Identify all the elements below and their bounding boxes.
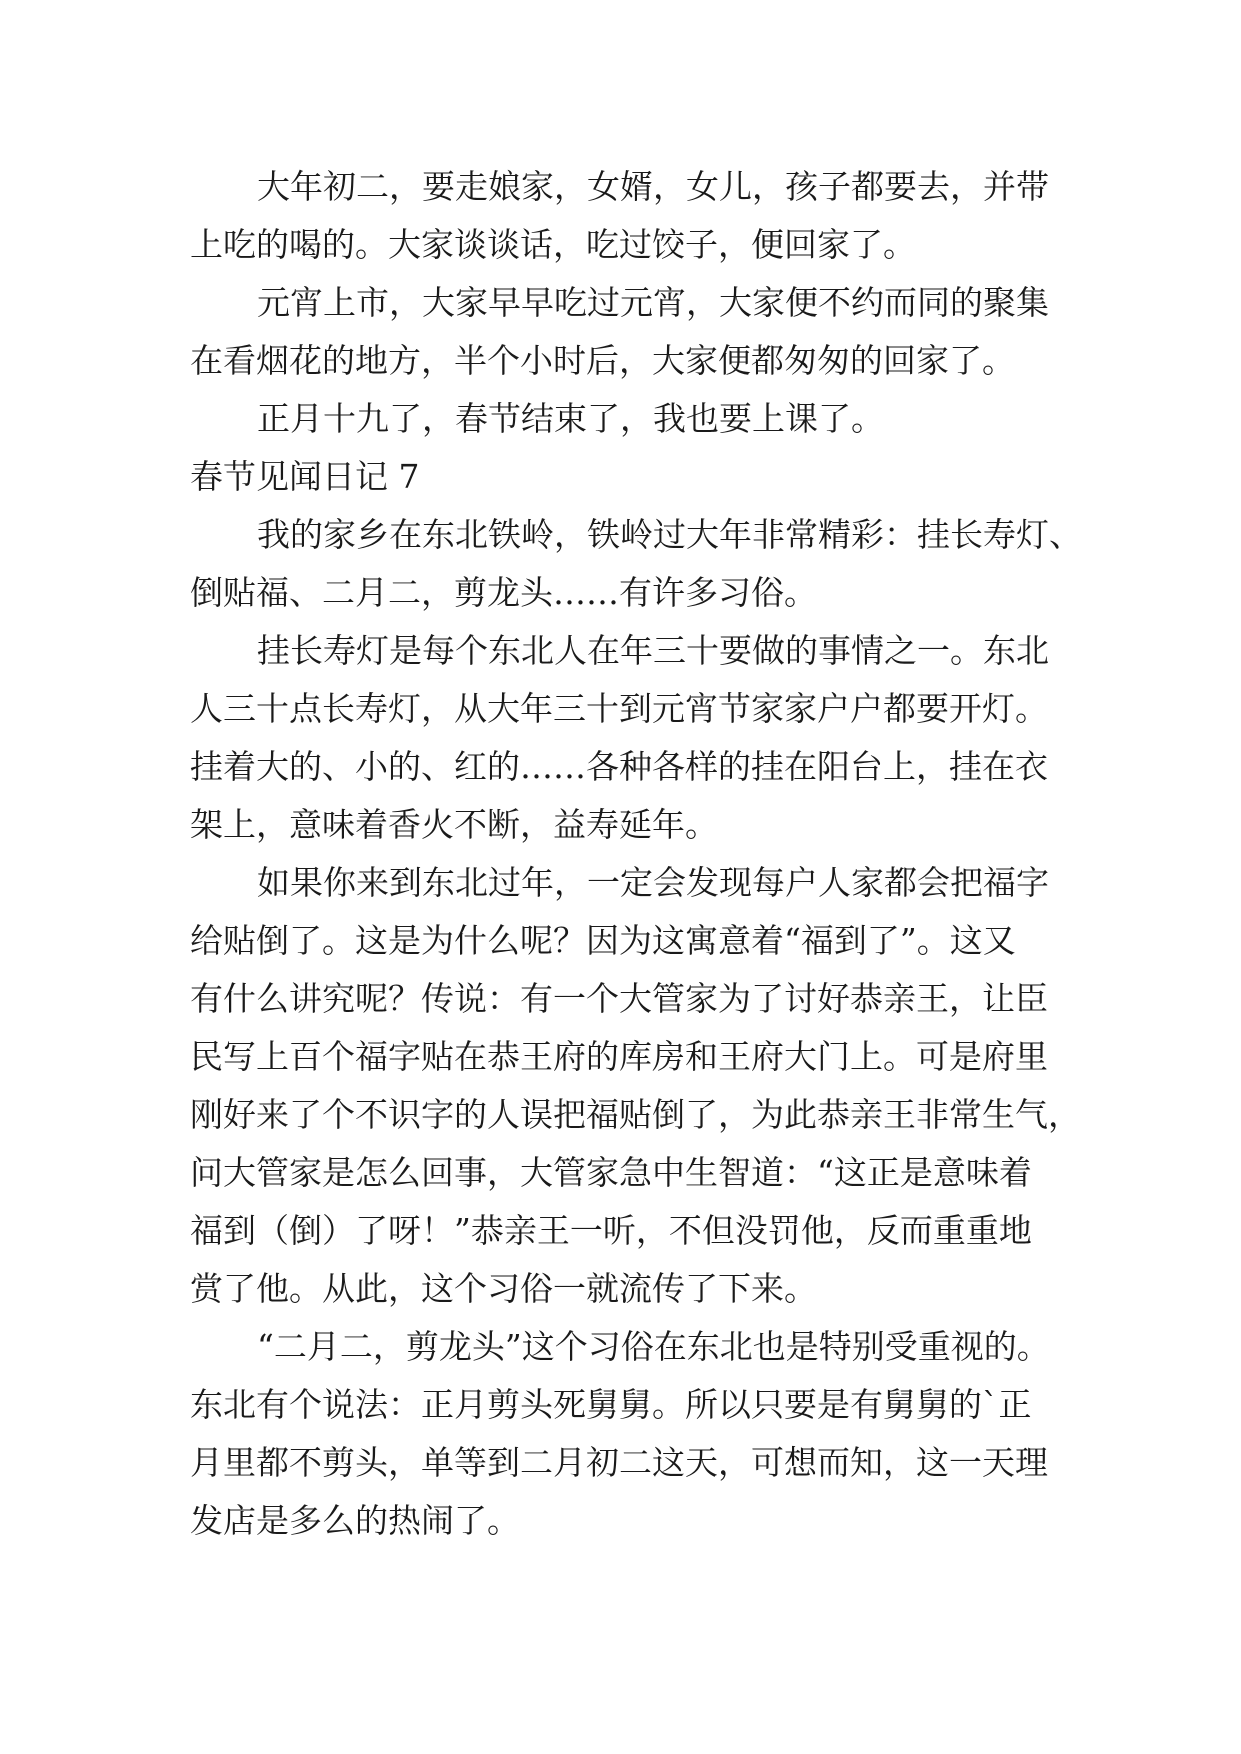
text-line: 元宵上市，大家早早吃过元宵，大家便不约而同的聚集 bbox=[257, 283, 1049, 322]
text-line: 月里都不剪头，单等到二月初二这天，可想而知，这一天理 bbox=[190, 1443, 1048, 1482]
text-line: 民写上百个福字贴在恭王府的库房和王府大门上。可是府里 bbox=[190, 1037, 1048, 1076]
text-line: 问大管家是怎么回事，大管家急中生智道：“这正是意味着 bbox=[190, 1153, 1032, 1192]
text-line: 发店是多么的热闹了。 bbox=[190, 1501, 520, 1540]
text-line: 架上，意味着香火不断，益寿延年。 bbox=[190, 805, 718, 844]
text-line: 人三十点长寿灯，从大年三十到元宵节家家户户都要开灯。 bbox=[190, 689, 1048, 728]
text-line: 福到（倒）了呀！”恭亲王一听，不但没罚他，反而重重地 bbox=[190, 1211, 1032, 1250]
text-line: 有什么讲究呢？传说：有一个大管家为了讨好恭亲王，让臣 bbox=[190, 979, 1048, 1018]
text-line: 刚好来了个不识字的人误把福贴倒了，为此恭亲王非常生气， bbox=[190, 1095, 1081, 1134]
text-line: 挂着大的、小的、红的……各种各样的挂在阳台上，挂在衣 bbox=[190, 747, 1048, 786]
text-line: 正月十九了，春节结束了，我也要上课了。 bbox=[257, 399, 884, 438]
text-line: “二月二，剪龙头”这个习俗在东北也是特别受重视的。 bbox=[257, 1327, 1050, 1366]
text-line: 挂长寿灯是每个东北人在年三十要做的事情之一。东北 bbox=[257, 631, 1049, 670]
text-line: 在看烟花的地方，半个小时后，大家便都匆匆的回家了。 bbox=[190, 341, 1015, 380]
text-line: 大年初二，要走娘家，女婿，女儿，孩子都要去，并带 bbox=[257, 167, 1049, 206]
section-heading: 春节见闻日记 7 bbox=[190, 457, 420, 496]
text-line: 我的家乡在东北铁岭，铁岭过大年非常精彩：挂长寿灯、 bbox=[257, 515, 1082, 554]
text-line: 上吃的喝的。大家谈谈话，吃过饺子，便回家了。 bbox=[190, 225, 916, 264]
text-line: 倒贴福、二月二，剪龙头……有许多习俗。 bbox=[190, 573, 817, 612]
text-line: 给贴倒了。这是为什么呢？因为这寓意着“福到了”。这又 bbox=[190, 921, 1016, 960]
text-line: 赏了他。从此，这个习俗一就流传了下来。 bbox=[190, 1269, 817, 1308]
text-line: 东北有个说法：正月剪头死舅舅。所以只要是有舅舅的`正 bbox=[190, 1385, 1032, 1424]
text-line: 如果你来到东北过年，一定会发现每户人家都会把福字 bbox=[257, 863, 1049, 902]
